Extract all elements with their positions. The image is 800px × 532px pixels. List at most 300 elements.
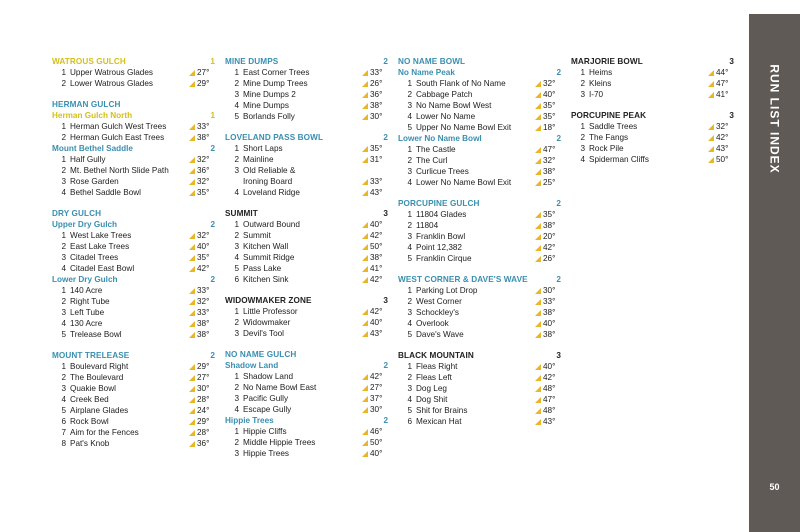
run-row (52, 176, 215, 187)
slope-angle-icon (362, 451, 368, 457)
run-angle-value: 38° (370, 253, 383, 262)
run-row (225, 241, 388, 252)
run-angle (189, 176, 215, 187)
page-number: 50 (769, 482, 780, 492)
run-name: Franklin Cirque (416, 254, 472, 263)
run-row (52, 67, 215, 78)
run-row (571, 143, 734, 154)
run-row (52, 307, 215, 318)
area-section (571, 110, 734, 165)
run-angle (362, 111, 388, 122)
slope-angle-icon (362, 114, 368, 120)
run-number: 2 (61, 133, 66, 142)
run-name: Dog Leg (416, 384, 447, 393)
run-row (225, 274, 388, 285)
run-angle-value: 20° (543, 232, 556, 241)
run-angle (535, 361, 561, 372)
run-name: Trelease Bowl (70, 330, 122, 339)
area-section (398, 56, 561, 188)
run-angle (362, 328, 388, 339)
run-name: Saddle Trees (589, 122, 638, 131)
run-angle (708, 78, 734, 89)
run-row (52, 405, 215, 416)
slope-angle-icon (189, 233, 195, 239)
run-row (225, 393, 388, 404)
run-name: Mine Dumps 2 (243, 90, 296, 99)
run-number: 4 (61, 319, 66, 328)
area-section (225, 56, 388, 122)
run-name: Quakie Bowl (70, 384, 116, 393)
run-number: 3 (234, 90, 239, 99)
area-count: 2 (556, 199, 561, 208)
run-name: Upper Watrous Glades (70, 68, 153, 77)
run-row (398, 296, 561, 307)
run-row (225, 230, 388, 241)
zone-title: Hippie Trees (225, 416, 274, 425)
run-angle (362, 143, 388, 154)
area-heading (225, 56, 388, 67)
slope-angle-icon (535, 245, 541, 251)
run-row (398, 318, 561, 329)
run-row (398, 307, 561, 318)
zone-title: Mount Bethel Saddle (52, 144, 133, 153)
run-name: 11804 (416, 221, 439, 230)
slope-angle-icon (535, 386, 541, 392)
run-angle (362, 100, 388, 111)
run-angle-value: 43° (543, 417, 556, 426)
run-number: 3 (61, 177, 66, 186)
zone-title: Upper Dry Gulch (52, 220, 118, 229)
area-section (52, 208, 215, 340)
run-name: Fleas Left (416, 373, 452, 382)
slope-angle-icon (362, 157, 368, 163)
run-angle-value: 43° (370, 329, 383, 338)
run-angle (189, 383, 215, 394)
run-angle-value: 32° (543, 79, 556, 88)
run-name: No Name Bowl East (243, 383, 317, 392)
run-name: Ironing Board (243, 177, 293, 186)
run-row (398, 231, 561, 242)
slope-angle-icon (189, 255, 195, 261)
area-title: DRY GULCH (52, 209, 102, 218)
run-name: I-70 (589, 90, 604, 99)
slope-angle-icon (362, 407, 368, 413)
run-row (398, 89, 561, 100)
slope-angle-icon (189, 397, 195, 403)
slope-angle-icon (535, 419, 541, 425)
run-row (225, 252, 388, 263)
run-number: 3 (234, 166, 239, 175)
run-angle-value: 36° (197, 439, 210, 448)
run-row (52, 241, 215, 252)
run-angle (362, 404, 388, 415)
area-heading (52, 56, 215, 67)
slope-angle-icon (708, 124, 714, 130)
run-angle-value: 27° (197, 373, 210, 382)
run-name: Point 12,382 (416, 243, 462, 252)
run-row (225, 187, 388, 198)
run-row (398, 166, 561, 177)
run-angle-value: 40° (543, 319, 556, 328)
run-angle-value: 40° (370, 449, 383, 458)
slope-angle-icon (362, 179, 368, 185)
zone-heading (52, 274, 215, 285)
slope-angle-icon (535, 299, 541, 305)
run-number: 2 (234, 318, 239, 327)
run-row (52, 296, 215, 307)
area-section (225, 295, 388, 339)
run-angle (362, 448, 388, 459)
area-count: 2 (383, 133, 388, 142)
run-row (52, 78, 215, 89)
area-section (398, 198, 561, 264)
run-angle-value: 33° (197, 122, 210, 131)
run-row (52, 252, 215, 263)
run-angle-value: 40° (543, 90, 556, 99)
area-count: 2 (556, 275, 561, 284)
run-angle (189, 296, 215, 307)
run-angle-value: 38° (543, 330, 556, 339)
run-angle (535, 155, 561, 166)
run-angle (362, 89, 388, 100)
zone-heading (52, 143, 215, 154)
run-name: Hippie Trees (243, 449, 289, 458)
run-name: Lower Watrous Glades (70, 79, 153, 88)
run-name: Mt. Bethel North Slide Path (70, 166, 169, 175)
area-heading (225, 295, 388, 306)
run-name: Heims (589, 68, 613, 77)
run-number: 2 (407, 90, 412, 99)
run-name: Borlands Folly (243, 112, 295, 121)
run-row (225, 111, 388, 122)
run-angle (189, 252, 215, 263)
zone-heading (52, 110, 215, 121)
run-angle-value: 26° (370, 79, 383, 88)
run-number: 3 (407, 232, 412, 241)
run-angle (362, 67, 388, 78)
run-row (225, 371, 388, 382)
run-name: Lower No Name Bowl Exit (416, 178, 512, 187)
run-number: 4 (407, 395, 412, 404)
run-angle-value: 47° (716, 79, 729, 88)
run-row (225, 404, 388, 415)
run-row (225, 165, 388, 176)
run-name: Rose Garden (70, 177, 119, 186)
slope-angle-icon (189, 168, 195, 174)
run-angle (362, 78, 388, 89)
area-heading (225, 349, 388, 360)
run-angle-value: 35° (197, 253, 210, 262)
run-number: 1 (234, 68, 239, 77)
run-number: 2 (407, 297, 412, 306)
run-angle (189, 372, 215, 383)
slope-angle-icon (362, 233, 368, 239)
run-angle-value: 30° (197, 384, 210, 393)
area-heading (225, 132, 388, 143)
run-angle (362, 230, 388, 241)
run-row (398, 405, 561, 416)
slope-angle-icon (189, 135, 195, 141)
run-row (225, 263, 388, 274)
slope-angle-icon (362, 222, 368, 228)
zone-title: Lower Dry Gulch (52, 275, 118, 284)
run-angle (362, 317, 388, 328)
slope-angle-icon (362, 255, 368, 261)
run-row (52, 416, 215, 427)
run-number: 1 (61, 362, 66, 371)
slope-angle-icon (362, 385, 368, 391)
run-angle-value: 32° (197, 177, 210, 186)
run-angle-value: 29° (197, 79, 210, 88)
run-number: 3 (580, 144, 585, 153)
run-angle-value: 35° (543, 210, 556, 219)
slope-angle-icon (708, 146, 714, 152)
run-angle-value: 35° (543, 112, 556, 121)
slope-angle-icon (189, 299, 195, 305)
run-number: 2 (234, 383, 239, 392)
run-row (225, 67, 388, 78)
run-angle (708, 143, 734, 154)
run-angle-value: 42° (716, 133, 729, 142)
run-name: Upper No Name Bowl Exit (416, 123, 512, 132)
slope-angle-icon (535, 180, 541, 186)
run-number: 3 (407, 384, 412, 393)
run-number: 1 (61, 231, 66, 240)
slope-angle-icon (362, 103, 368, 109)
run-angle (535, 242, 561, 253)
run-angle-value: 28° (197, 428, 210, 437)
slope-angle-icon (189, 430, 195, 436)
run-angle-value: 29° (197, 417, 210, 426)
run-number: 2 (580, 133, 585, 142)
run-angle (535, 231, 561, 242)
area-title: MINE DUMPS (225, 57, 279, 66)
run-name: Mine Dump Trees (243, 79, 308, 88)
run-name: Herman Gulch West Trees (70, 122, 167, 131)
slope-angle-icon (535, 321, 541, 327)
slope-angle-icon (362, 92, 368, 98)
run-number: 7 (61, 428, 66, 437)
run-angle-value: 43° (370, 188, 383, 197)
run-name: Mexican Hat (416, 417, 462, 426)
run-number: 4 (407, 319, 412, 328)
slope-angle-icon (535, 310, 541, 316)
run-angle (708, 89, 734, 100)
area-title: WATROUS GULCH (52, 57, 126, 66)
run-number: 4 (407, 243, 412, 252)
run-angle-value: 32° (197, 231, 210, 240)
run-name: Curlicue Trees (416, 167, 469, 176)
run-name: East Corner Trees (243, 68, 310, 77)
run-number: 3 (407, 167, 412, 176)
run-name: Citadel Trees (70, 253, 119, 262)
slope-angle-icon (189, 70, 195, 76)
run-angle-value: 30° (543, 286, 556, 295)
run-angle (362, 252, 388, 263)
slope-angle-icon (535, 397, 541, 403)
run-name: The Curl (416, 156, 448, 165)
run-number: 1 (580, 68, 585, 77)
run-angle-value: 35° (543, 101, 556, 110)
area-heading (52, 99, 215, 110)
area-title: LOVELAND PASS BOWL (225, 133, 324, 142)
run-angle-value: 33° (370, 68, 383, 77)
run-row (571, 78, 734, 89)
run-name: Kitchen Sink (243, 275, 289, 284)
area-section (52, 56, 215, 89)
run-number: 5 (61, 330, 66, 339)
slope-angle-icon (189, 375, 195, 381)
run-name: Kitchen Wall (243, 242, 289, 251)
area-section (571, 56, 734, 100)
slope-angle-icon (189, 310, 195, 316)
slope-angle-icon (189, 157, 195, 163)
run-name: Airplane Glades (70, 406, 129, 415)
run-angle (708, 154, 734, 165)
run-angle (189, 394, 215, 405)
run-angle (535, 416, 561, 427)
zone-title: Lower No Name Bowl (398, 134, 482, 143)
run-row (398, 155, 561, 166)
run-angle (535, 307, 561, 318)
run-row (52, 394, 215, 405)
run-angle (535, 100, 561, 111)
run-angle-value: 35° (197, 188, 210, 197)
run-angle-value: 32° (543, 156, 556, 165)
area-section (225, 208, 388, 285)
run-number: 2 (61, 166, 66, 175)
run-number: 5 (407, 254, 412, 263)
slope-angle-icon (362, 374, 368, 380)
run-angle (362, 306, 388, 317)
run-row (225, 448, 388, 459)
run-number: 3 (61, 384, 66, 393)
run-number: 2 (407, 156, 412, 165)
run-angle-value: 42° (370, 231, 383, 240)
run-number: 6 (407, 417, 412, 426)
slope-angle-icon (189, 124, 195, 130)
slope-angle-icon (189, 288, 195, 294)
run-angle (189, 329, 215, 340)
run-row (52, 154, 215, 165)
slope-angle-icon (535, 223, 541, 229)
run-row (398, 329, 561, 340)
run-number: 1 (234, 427, 239, 436)
run-name: Left Tube (70, 308, 105, 317)
run-number: 4 (234, 101, 239, 110)
run-name: Pass Lake (243, 264, 282, 273)
run-angle (708, 132, 734, 143)
run-angle-value: 26° (543, 254, 556, 263)
run-angle-value: 41° (370, 264, 383, 273)
run-angle-value: 41° (716, 90, 729, 99)
run-angle-value: 25° (543, 178, 556, 187)
slope-angle-icon (189, 332, 195, 338)
run-number: 3 (407, 308, 412, 317)
run-row (225, 78, 388, 89)
area-title: HERMAN GULCH (52, 100, 121, 109)
run-row (398, 144, 561, 155)
slope-angle-icon (535, 92, 541, 98)
area-count: 3 (729, 57, 734, 66)
run-row (398, 372, 561, 383)
area-count: 2 (210, 351, 215, 360)
run-angle-value: 28° (197, 395, 210, 404)
run-row (52, 132, 215, 143)
run-number: 2 (234, 79, 239, 88)
run-angle-value: 38° (370, 101, 383, 110)
run-angle-value: 44° (716, 68, 729, 77)
run-row (225, 100, 388, 111)
zone-count: 2 (556, 134, 561, 143)
run-number: 1 (407, 210, 412, 219)
run-angle (362, 241, 388, 252)
run-row (398, 111, 561, 122)
area-title: PORCUPINE PEAK (571, 111, 647, 120)
slope-angle-icon (535, 234, 541, 240)
run-angle-value: 32° (197, 297, 210, 306)
run-row (398, 209, 561, 220)
run-name: The Fangs (589, 133, 629, 142)
slope-angle-icon (708, 135, 714, 141)
run-angle-value: 40° (197, 242, 210, 251)
run-angle-value: 38° (543, 308, 556, 317)
run-angle-value: 30° (370, 405, 383, 414)
run-name: Aim for the Fences (70, 428, 139, 437)
run-angle-value: 31° (370, 155, 383, 164)
run-angle (189, 263, 215, 274)
zone-heading (225, 360, 388, 371)
index-column-4 (571, 56, 734, 175)
run-number: 4 (234, 405, 239, 414)
area-heading (398, 198, 561, 209)
area-title: WEST CORNER & DAVE'S WAVE (398, 275, 528, 284)
run-row (398, 285, 561, 296)
run-name: No Name Bowl West (416, 101, 492, 110)
run-angle-value: 38° (543, 221, 556, 230)
run-name: East Lake Trees (70, 242, 130, 251)
run-angle-value: 37° (370, 394, 383, 403)
area-title: PORCUPINE GULCH (398, 199, 480, 208)
zone-count: 2 (210, 275, 215, 284)
slope-angle-icon (362, 70, 368, 76)
run-row (398, 416, 561, 427)
run-name: Dog Shit (416, 395, 448, 404)
run-name: Lower No Name (416, 112, 476, 121)
run-angle (362, 219, 388, 230)
run-name: The Castle (416, 145, 456, 154)
run-name: Escape Gully (243, 405, 292, 414)
run-angle-value: 48° (543, 384, 556, 393)
run-angle (189, 187, 215, 198)
run-number: 2 (234, 155, 239, 164)
area-count: 3 (383, 209, 388, 218)
run-name: Devil's Tool (243, 329, 284, 338)
slope-angle-icon (189, 190, 195, 196)
run-name: West Corner (416, 297, 462, 306)
run-angle-value: 42° (370, 307, 383, 316)
run-number: 3 (234, 449, 239, 458)
run-number: 3 (61, 253, 66, 262)
slope-angle-icon (362, 440, 368, 446)
slope-angle-icon (535, 364, 541, 370)
run-angle (535, 296, 561, 307)
run-row (225, 219, 388, 230)
run-angle (535, 383, 561, 394)
slope-angle-icon (362, 266, 368, 272)
run-angle (708, 67, 734, 78)
area-heading (225, 208, 388, 219)
